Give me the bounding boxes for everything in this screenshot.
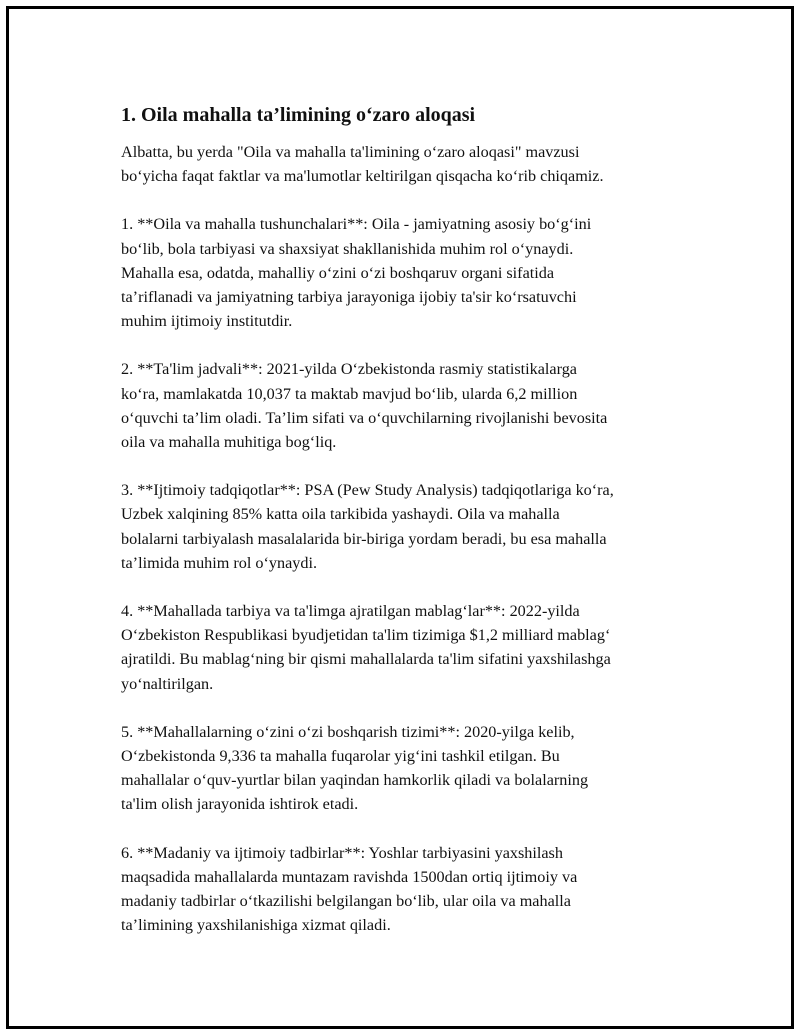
paragraph-cultural-events: 6. **Madaniy va ijtimoiy tadbirlar**: Yoshlar tarbiyasini yaxshilash maqsadida mahallalarda muntazam ravishda 1500dan ortiq ijtimoiy va madaniy tadbirlar o‘tkazilishi belgilangan bo‘lib, ular oila va mahalla ta’limining yaxshilanishiga xizmat qiladi. xyxy=(121,843,578,935)
paragraph-social-research: 3. **Ijtimoiy tadqiqotlar**: PSA (Pew Study Analysis) tadqiqotlariga ko‘ra, Uzbek xalqining 85% katta oila tarkibida yashaydi. Oila va mahalla bolalarni tarbiyalash masalalarida bir-biriga yordam beradi, bu esa mahalla ta’limida muhim rol o‘ynaydi. xyxy=(121,481,614,572)
document-title: 1. Oila mahalla ta’limining o‘zaro aloqasi xyxy=(121,104,476,126)
page-frame xyxy=(6,6,794,1029)
paragraph-funding: 4. **Mahallada tarbiya va ta'limga ajratilgan mablag‘lar**: 2022-yilda O‘zbekiston Respublikasi byudjetidan ta'lim tizimiga $1,2 milliard mablag‘ ajratildi. Bu mablag‘ning bir qismi mahallalarda ta'lim sifatini yaxshilashga yo‘naltirilgan. xyxy=(121,602,611,693)
intro-paragraph: Albatta, bu yerda "Oila va mahalla ta'limining o‘zaro aloqasi" mavzusi bo‘yicha faqat faktlar va ma'lumotlar keltirilgan qisqacha ko‘rib chiqamiz. xyxy=(121,143,604,186)
paragraph-self-governance: 5. **Mahallalarning o‘zini o‘zi boshqarish tizimi**: 2020-yilga kelib, O‘zbekistonda 9,336 ta mahalla fuqarolar yig‘ini tashkil etilgan. Bu mahallalar o‘quv-yurtlar bilan yaqindan hamkorlik qiladi va bolalarning ta'lim olish jarayonida ishtirok etadi. xyxy=(121,722,589,814)
paragraph-education-table: 2. **Ta'lim jadvali**: 2021-yilda O‘zbekistonda rasmiy statistikalarga ko‘ra, mamlakatda 10,037 ta maktab mavjud bo‘lib, ularda 6,2 million o‘quvchi ta’lim oladi. Ta’lim sifati va o‘quvchilarning rivojlanishi bevosita oila va mahalla muhitiga bog‘liq. xyxy=(121,360,608,452)
paragraph-family-and-mahalla-concepts: 1. **Oila va mahalla tushunchalari**: Oila - jamiyatning asosiy bo‘g‘ini bo‘lib, bola tarbiyasi va shaxsiyat shakllanishida muhim rol o‘ynaydi. Mahalla esa, odatda, mahalliy o‘zini o‘zi boshqaruv organi sifatida ta’riflanadi va jamiyatning tarbiya jarayoniga ijobiy ta'sir ko‘rsatuvchi muhim ijtimoiy institutdir. xyxy=(121,215,592,331)
document-body xyxy=(121,101,701,961)
